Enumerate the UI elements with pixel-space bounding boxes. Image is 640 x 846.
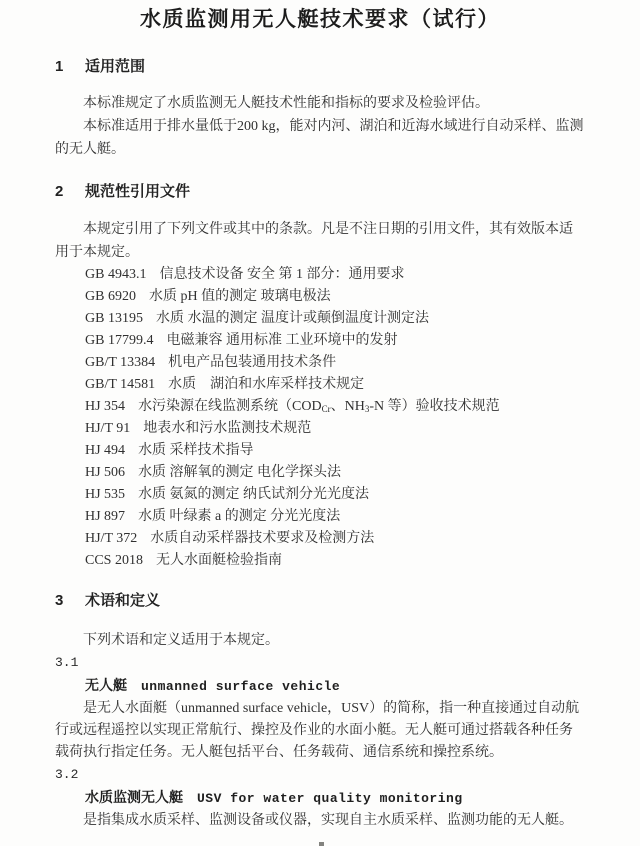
reference-number: HJ 506 [85,465,126,480]
page-number-partial [319,842,324,846]
reference-row [85,550,585,572]
references-list [85,264,585,572]
page-title: 水质监测用无人艇技术要求（试行） [140,8,500,31]
reference-number: GB 4943.1 [85,267,147,282]
reference-row [85,396,585,418]
reference-number: HJ/T 91 [85,421,131,436]
section-scope [55,59,585,161]
term-name-en: USV for water quality monitoring [197,791,463,806]
section-intro: 本规定引用了下列文件或其中的条款。凡是不注日期的引用文件，其有效版本适用于本规定。 [55,222,573,260]
reference-row [85,264,585,286]
paragraph: 本标准适用于排水量低于200 kg，能对内河、湖泊和近海水域进行自动采样、监测的无人艇。 [55,119,584,157]
reference-title: 水质 溶解氧的测定 电化学探头法 [138,465,342,480]
reference-title: 水污染源在线监测系统（$COD_{Cr}$、$NH_3-N$ 等）验收技术规范 [138,399,500,414]
reference-row [85,506,585,528]
reference-title: 无人水面艇检验指南 [155,553,282,568]
term-name [85,786,585,810]
reference-title: 水质 采样技术指导 [138,443,254,458]
section-terms-definitions [55,593,585,832]
section-number: 2 [55,183,64,200]
term-name-zh: 无人艇 [85,677,127,693]
reference-row [85,374,585,396]
reference-row [85,352,585,374]
paragraph: 本标准规定了水质监测无人艇技术性能和指标的要求及检验评估。 [83,96,489,111]
reference-row [85,484,585,506]
reference-row [85,330,585,352]
reference-title: 信息技术设备 安全 第 1 部分：通用要求 [159,267,405,282]
section-heading-label: 术语和定义 [85,592,161,609]
reference-title: 水质 水温的测定 温度计或颠倒温度计测定法 [155,311,429,326]
terms-list [55,652,585,832]
reference-title: 电磁兼容 通用标准 工业环境中的发射 [166,333,398,348]
reference-number: HJ 354 [85,399,126,414]
reference-number: GB 13195 [85,311,143,326]
reference-number: HJ 535 [85,487,126,502]
reference-number: HJ 897 [85,509,126,524]
reference-number: GB/T 14581 [85,377,156,392]
reference-number: GB 17799.4 [85,333,154,348]
reference-title: 水质 pH 值的测定 玻璃电极法 [148,289,331,304]
section-heading-label: 适用范围 [85,58,146,75]
term-definition: 是无人水面艇（unmanned surface vehicle，USV）的简称，指一种直接通过自动航行或远程遥控以实现正常航行、操控及作业的水面小艇。无人艇可通过搭载各种任务载荷执行指定任务。无人艇包括平台、任务载荷、通信系统和操控系统。 [55,701,580,760]
reference-title: 水质 湖泊和水库采样技术规定 [168,377,365,392]
section-number: 1 [55,58,64,75]
reference-number: GB 6920 [85,289,136,304]
term-name-en: unmanned surface vehicle [141,679,341,694]
reference-title: 水质 氨氮的测定 纳氏试剂分光光度法 [138,487,370,502]
reference-row [85,440,585,462]
reference-number: HJ 494 [85,443,126,458]
reference-title: 地表水和污水监测技术规范 [143,421,312,436]
term-definition: 是指集成水质采样、监测设备或仪器，实现自主水质采样、监测功能的无人艇。 [83,813,573,828]
section-heading [55,184,585,200]
section-paragraphs [55,92,585,161]
term-number: 3.2 [55,767,79,782]
section-normative-references [55,184,585,572]
reference-row [85,418,585,440]
section-heading [55,59,585,75]
reference-title: 水质 叶绿素 a 的测定 分光光度法 [138,509,341,524]
section-number: 3 [55,592,64,609]
section-heading-label: 规范性引用文件 [85,183,191,200]
reference-title: 机电产品包装通用技术条件 [168,355,337,370]
term-number: 3.1 [55,655,79,670]
term-name [85,674,585,698]
reference-title: 水质自动采样器技术要求及检测方法 [150,531,375,546]
reference-number: CCS 2018 [85,553,143,568]
term-name-zh: 水质监测无人艇 [85,789,183,805]
section-heading [55,593,585,609]
section-intro: 下列术语和定义适用于本规定。 [83,633,279,648]
reference-number: GB/T 13384 [85,355,156,370]
reference-row [85,286,585,308]
reference-row [85,528,585,550]
reference-number: HJ/T 372 [85,531,138,546]
reference-row [85,462,585,484]
reference-row [85,308,585,330]
